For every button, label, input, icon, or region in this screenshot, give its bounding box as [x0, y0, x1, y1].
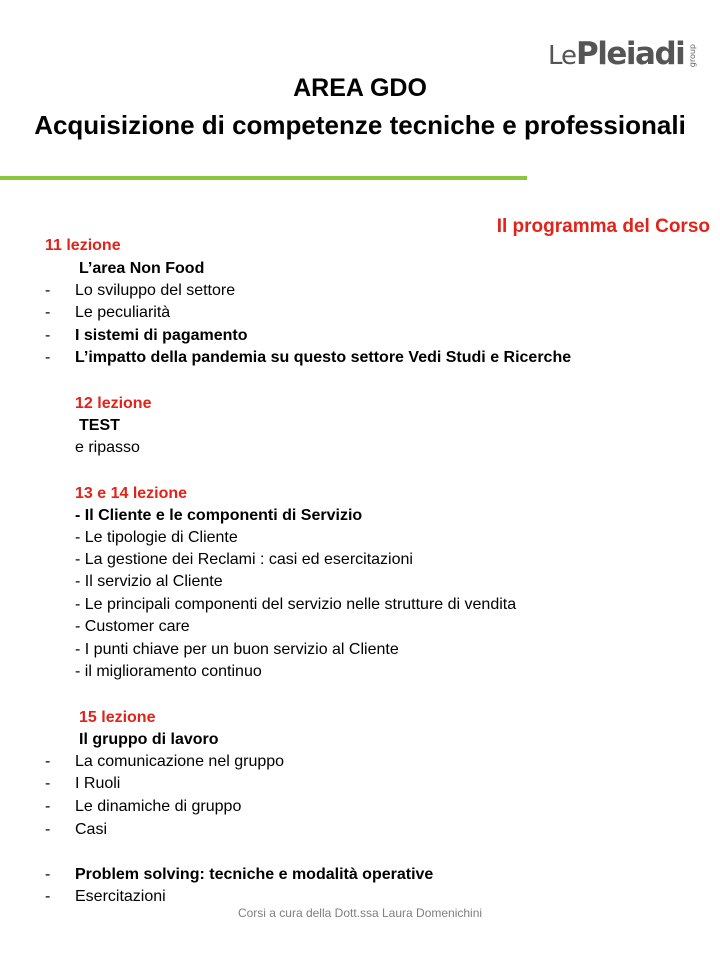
lesson-11-heading: 11 lezione	[45, 237, 121, 254]
lesson-15-item: I Ruoli	[75, 775, 121, 792]
lesson-15-heading: 15 lezione	[79, 709, 156, 726]
bullet-dash: -	[45, 282, 51, 299]
lesson-15-topic: Il gruppo di lavoro	[79, 731, 219, 748]
lesson-11-item: I sistemi di pagamento	[75, 327, 248, 344]
green-divider	[0, 176, 527, 180]
bullet-dash: -	[45, 753, 51, 770]
bullet-dash: -	[45, 327, 51, 344]
page-title: AREA GDO	[293, 74, 427, 102]
lesson-15-item: Problem solving: tecniche e modalità operative	[75, 866, 434, 883]
lesson-13-14-item: - Il servizio al Cliente	[75, 573, 223, 590]
lesson-13-14-item: - Le tipologie di Cliente	[75, 529, 238, 546]
lesson-12-heading: 12 lezione	[75, 395, 152, 412]
bullet-dash: -	[45, 866, 51, 883]
lesson-15-item: Le dinamiche di gruppo	[75, 798, 242, 815]
bullet-dash: -	[45, 349, 51, 366]
program-title: Il programma del Corso	[496, 216, 710, 237]
lesson-15-item: La comunicazione nel gruppo	[75, 753, 285, 770]
lesson-13-14-item: - Le principali componenti del servizio nelle strutture di vendita	[75, 596, 517, 613]
bullet-dash: -	[45, 821, 51, 838]
lesson-15-item: Casi	[75, 821, 108, 838]
lesson-13-14-item: - il miglioramento continuo	[75, 663, 262, 680]
lesson-12-sub: e ripasso	[75, 439, 140, 456]
bullet-dash: -	[45, 888, 51, 905]
bullet-dash: -	[45, 798, 51, 815]
bullet-dash: -	[45, 304, 51, 321]
lesson-11-item: L’impatto della pandemia su questo settore Vedi Studi e Ricerche	[75, 349, 572, 366]
lesson-13-14-item: - Il Cliente e le componenti di Servizio	[75, 507, 363, 524]
logo-pleiadi: Pleiadi	[576, 36, 685, 72]
lesson-13-14-item: - Customer care	[75, 618, 190, 635]
lesson-11-item: Le peculiarità	[75, 304, 171, 321]
lesson-11-item: Lo sviluppo del settore	[75, 282, 236, 299]
lesson-11-topic: L’area Non Food	[79, 260, 205, 277]
lesson-12-topic: TEST	[79, 417, 120, 434]
lesson-13-14-item: - I punti chiave per un buon servizio al Cliente	[75, 641, 399, 658]
lesson-13-14-heading: 13 e 14 lezione	[75, 485, 188, 502]
lesson-15-item: Esercitazioni	[75, 888, 166, 905]
lesson-13-14-item: - La gestione dei Reclami : casi ed esercitazioni	[75, 551, 413, 568]
logo-group: group	[688, 44, 697, 68]
le-pleiadi-logo	[548, 36, 697, 76]
footer-credit: Corsi a cura della Dott.ssa Laura Domenichini	[237, 906, 483, 920]
bullet-dash: -	[45, 775, 51, 792]
page-subtitle: Acquisizione di competenze tecniche e professionali	[34, 110, 686, 140]
logo-le: Le	[548, 41, 577, 71]
